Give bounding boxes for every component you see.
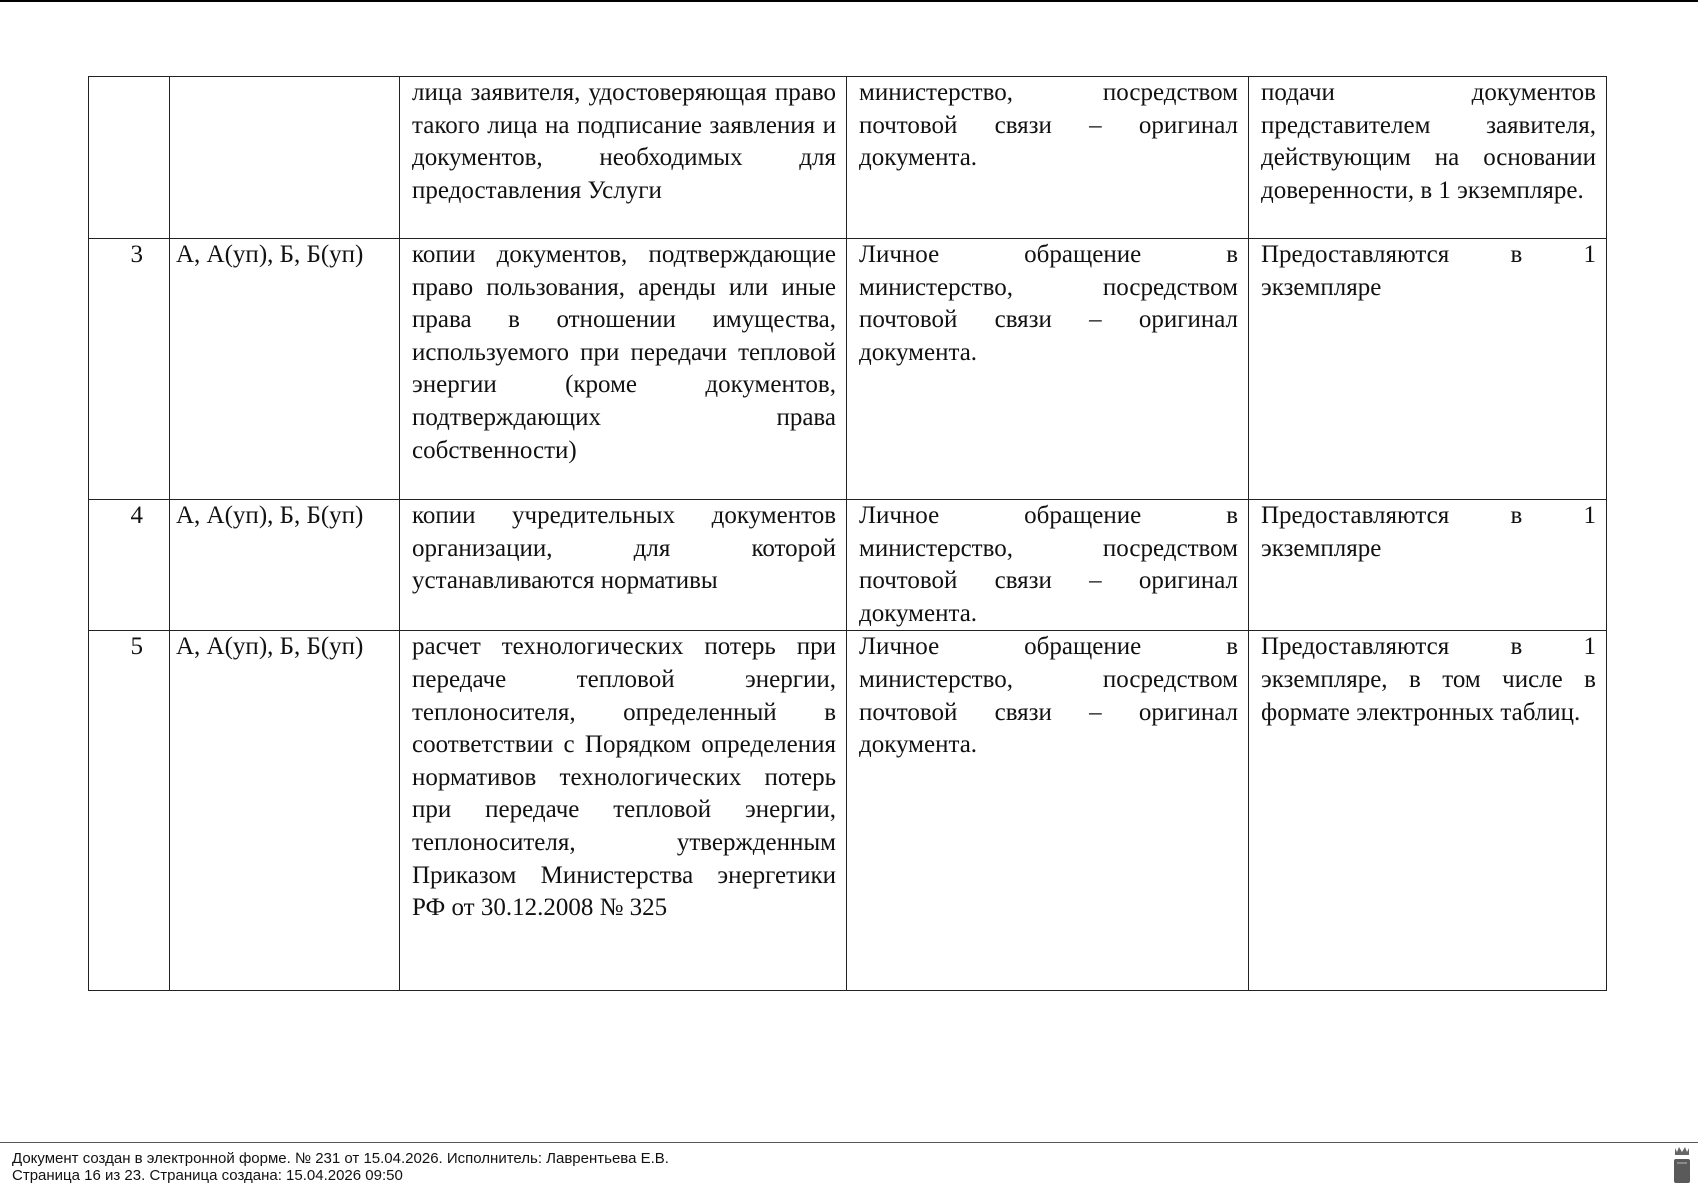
submission-notes: Предоставляются в 1 экземпляре: [1249, 500, 1607, 631]
submission-method: Личное обращение в министерство, посредством почтовой связи – оригинал документа.: [847, 500, 1249, 631]
applicant-category: А, А(уп), Б, Б(уп): [170, 500, 400, 631]
table-row: [89, 77, 1607, 239]
document-stamp-icon: [1672, 1146, 1692, 1184]
row-number: 5: [89, 631, 170, 991]
submission-notes: Предоставляются в 1 экземпляре, в том числе в формате электронных таблиц.: [1249, 631, 1607, 991]
document-footer: [12, 1150, 669, 1184]
table-row: [89, 631, 1607, 991]
footer-divider: [0, 1142, 1698, 1143]
footer-creation-info: Документ создан в электронной форме. № 231 от 15.04.2026. Исполнитель: Лаврентьева Е.В.: [12, 1150, 669, 1167]
document-name: копии документов, подтверждающие право пользования, аренды или иные права в отношении имущества, используемого при передачи тепловой энергии (кроме документов, подтверждающих права собственности): [400, 239, 847, 500]
submission-notes: подачи документов представителем заявителя, действующим на основании доверенности, в 1 экземпляре.: [1249, 77, 1607, 239]
documents-table: [88, 76, 1607, 991]
top-border-line: [0, 0, 1698, 2]
document-name: копии учредительных документов организации, для которой устанавливаются нормативы: [400, 500, 847, 631]
document-name: расчет технологических потерь при передаче тепловой энергии, теплоносителя, определенный в соответствии с Порядком определения нормативов технологических потерь при передаче тепловой энергии, теплоносителя, утвержденным Приказом Министерства энергетики РФ от 30.12.2008 № 325: [400, 631, 847, 991]
applicant-category: [170, 77, 400, 239]
applicant-category: А, А(уп), Б, Б(уп): [170, 631, 400, 991]
row-number: [89, 77, 170, 239]
table-row: [89, 239, 1607, 500]
applicant-category: А, А(уп), Б, Б(уп): [170, 239, 400, 500]
row-number: 4: [89, 500, 170, 631]
table-row: [89, 500, 1607, 631]
submission-method: Личное обращение в министерство, посредством почтовой связи – оригинал документа.: [847, 239, 1249, 500]
submission-notes: Предоставляются в 1 экземпляре: [1249, 239, 1607, 500]
submission-method: министерство, посредством почтовой связи – оригинал документа.: [847, 77, 1249, 239]
row-number: 3: [89, 239, 170, 500]
submission-method: Личное обращение в министерство, посредством почтовой связи – оригинал документа.: [847, 631, 1249, 991]
footer-page-info: Страница 16 из 23. Страница создана: 15.04.2026 09:50: [12, 1167, 403, 1184]
document-name: лица заявителя, удостоверяющая право такого лица на подписание заявления и документов, необходимых для предоставления Услуги: [400, 77, 847, 239]
